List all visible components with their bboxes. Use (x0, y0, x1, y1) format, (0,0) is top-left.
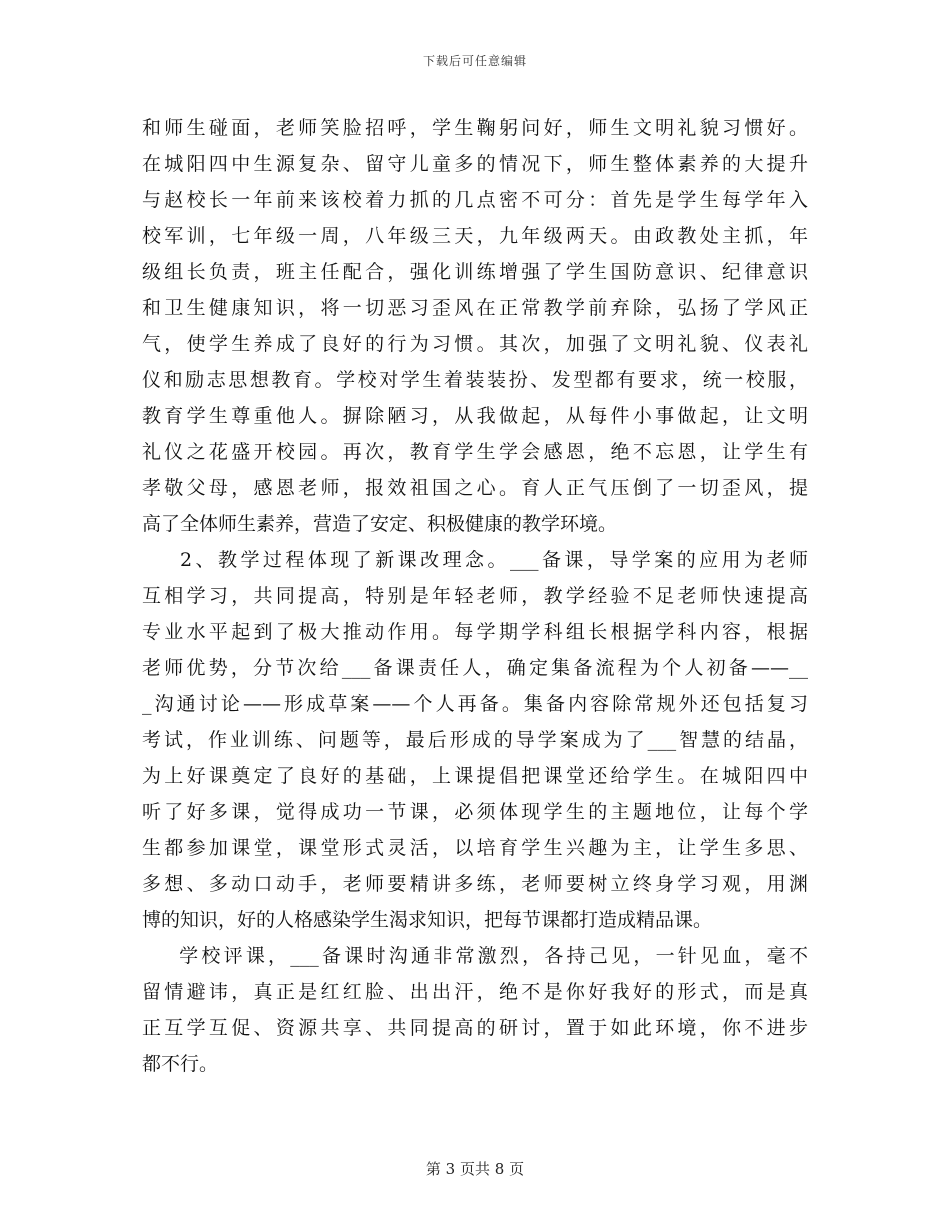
text-line: 生都参加课堂，课堂形式灵活，以培育学生兴趣为主，让学生多思、 (142, 837, 808, 859)
paragraph-end-line: 都不行。 (142, 1053, 219, 1075)
text-line: 在城阳四中生源复杂、留守儿童多的情况下，师生整体素养的大提升 (142, 153, 808, 175)
paragraph-end-line: 高了全体师生素养，营造了安定、积极健康的教学环境。 (142, 513, 618, 535)
paragraph-start-line: 2、教学过程体现了新课改理念。___备课，导学案的应用为老师 (142, 549, 808, 571)
text-line: 孝敬父母，感恩老师，报效祖国之心。育人正气压倒了一切歪风，提 (142, 477, 808, 499)
text-line: 专业水平起到了极大推动作用。每学期学科组长根据学科内容，根据 (142, 621, 808, 643)
text-line: 留情避讳，真正是红红脸、出出汗，绝不是你好我好的形式，而是真 (142, 981, 808, 1003)
paragraph-start-line: 学校评课，___备课时沟通非常激烈，各持己见，一针见血，毫不 (142, 945, 808, 967)
text-line: 气，使学生养成了良好的行为习惯。其次，加强了文明礼貌、仪表礼 (142, 333, 808, 355)
page-header-note: 下载后可任意编辑 (422, 54, 527, 68)
text-line: 礼仪之花盛开校园。再次，教育学生学会感恩，绝不忘恩，让学生有 (142, 441, 808, 463)
text-line: _沟通讨论——形成草案——个人再备。集备内容除常规外还包括复习 (142, 693, 808, 715)
text-line: 为上好课奠定了良好的基础，上课提倡把课堂还给学生。在城阳四中 (142, 765, 808, 787)
text-line: 校军训，七年级一周，八年级三天，九年级两天。由政教处主抓，年 (142, 225, 808, 247)
text-line: 级组长负责，班主任配合，强化训练增强了学生国防意识、纪律意识 (142, 261, 808, 283)
text-line: 和师生碰面，老师笑脸招呼，学生鞠躬问好，师生文明礼貌习惯好。 (142, 117, 808, 139)
text-line: 听了好多课，觉得成功一节课，必须体现学生的主题地位，让每个学 (142, 801, 808, 823)
document-body (142, 110, 808, 1082)
text-line: 正互学互促、资源共享、共同提高的研讨，置于如此环境，你不进步 (142, 1017, 808, 1039)
text-line: 互相学习，共同提高，特别是年轻老师，教学经验不足老师快速提高 (142, 585, 808, 607)
text-line: 与赵校长一年前来该校着力抓的几点密不可分：首先是学生每学年入 (142, 189, 808, 211)
paragraph-end-line: 博的知识，好的人格感染学生渴求知识，把每节课都打造成精品课。 (142, 909, 713, 931)
text-line: 老师优势，分节次给___备课责任人，确定集备流程为个人初备——__ (142, 657, 808, 679)
page-number-footer: 第 3 页共 8 页 (425, 1160, 525, 1178)
text-line: 仪和励志思想教育。学校对学生着装装扮、发型都有要求，统一校服， (142, 369, 808, 391)
text-line: 考试，作业训练、问题等，最后形成的导学案成为了___智慧的结晶， (142, 729, 808, 751)
text-line: 和卫生健康知识，将一切恶习歪风在正常教学前弃除，弘扬了学风正 (142, 297, 808, 319)
text-line: 教育学生尊重他人。摒除陋习，从我做起，从每件小事做起，让文明 (142, 405, 808, 427)
text-line: 多想、多动口动手，老师要精讲多练，老师要树立终身学习观，用渊 (142, 873, 808, 895)
